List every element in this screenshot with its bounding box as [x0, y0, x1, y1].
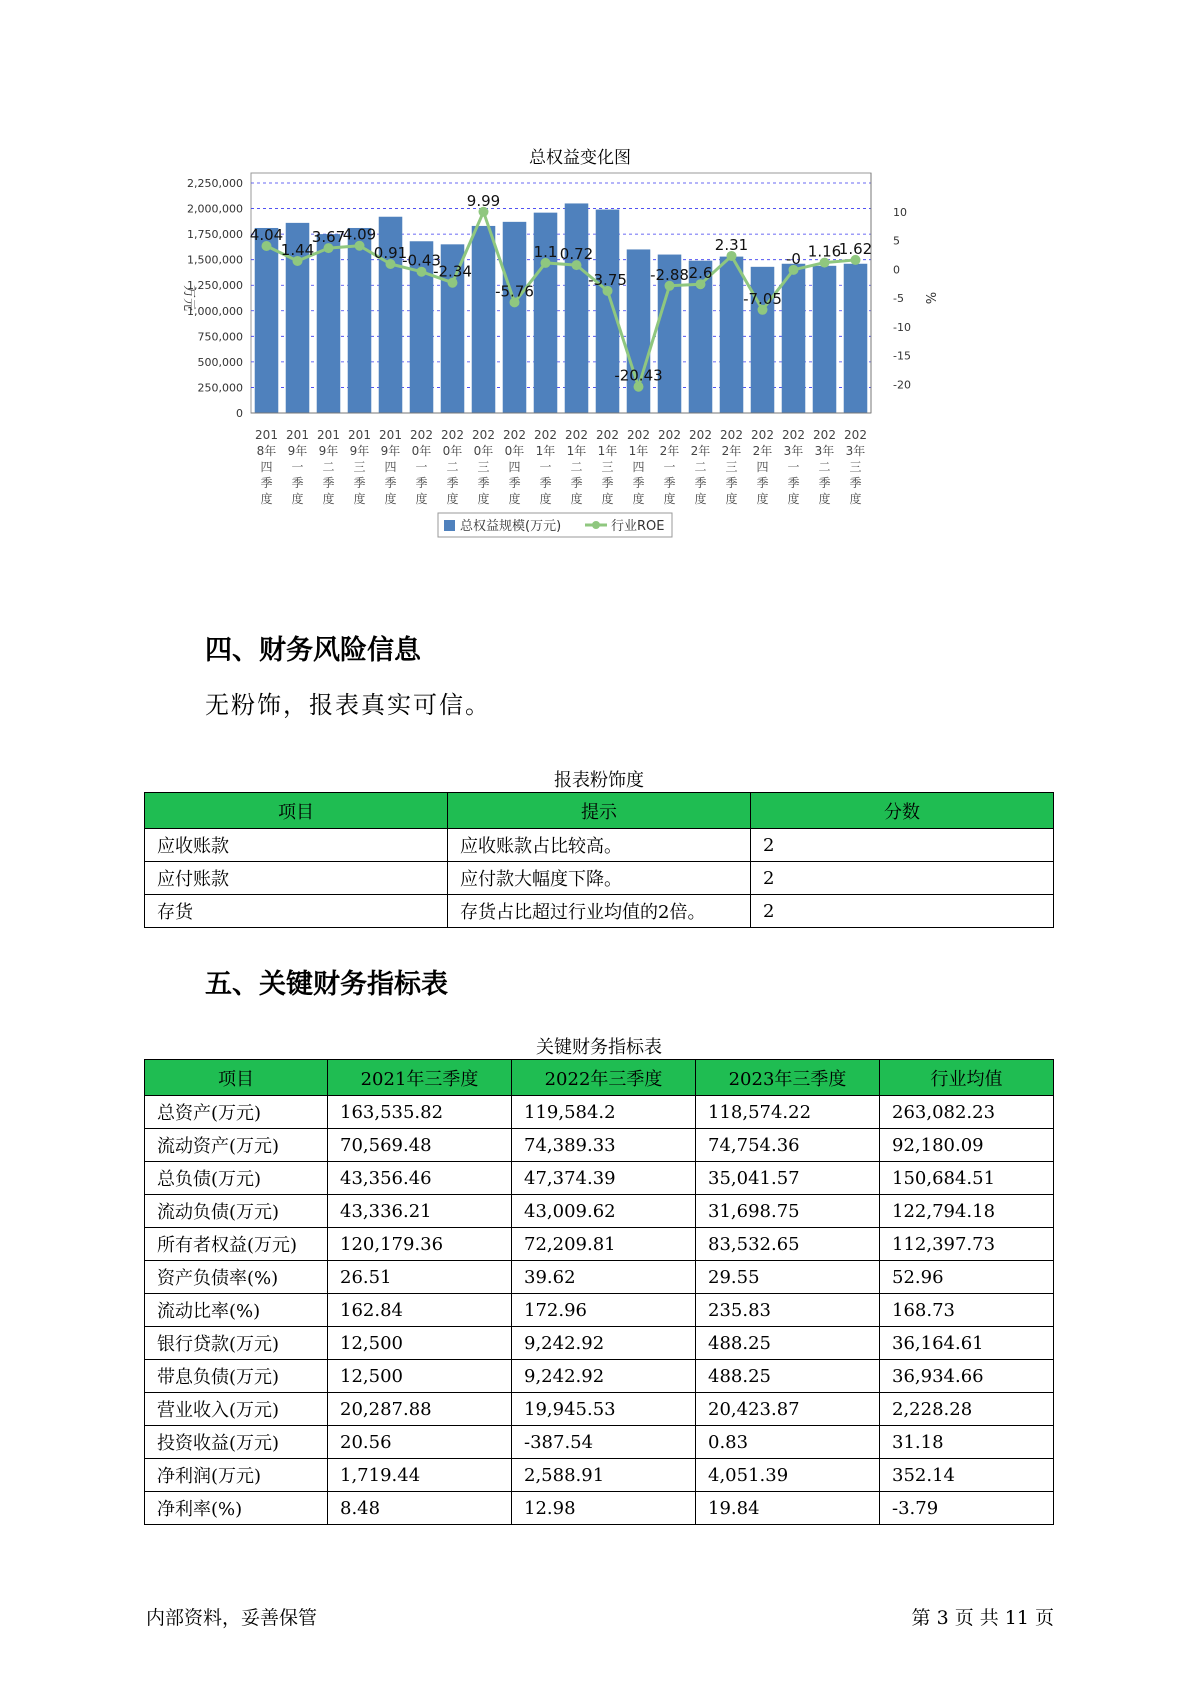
value-cell: 52.96: [880, 1261, 1054, 1294]
value-cell: 488.25: [696, 1327, 880, 1360]
x-tick-label: 三: [849, 460, 862, 474]
table-row: [145, 1327, 1054, 1360]
value-cell: 120,179.36: [328, 1228, 512, 1261]
x-tick-label: 季: [353, 476, 366, 490]
x-tick-label: 度: [756, 492, 769, 506]
y-left-tick-label: 1,500,000: [187, 253, 243, 267]
value-cell: 12,500: [328, 1327, 512, 1360]
roe-data-label: 4.09: [342, 225, 377, 244]
y-right-tick-label: 10: [893, 205, 907, 219]
x-tick-label: 三: [353, 460, 366, 474]
row-label-cell: 带息负债(万元): [145, 1360, 328, 1393]
x-tick-label: 201: [317, 428, 340, 442]
header-cell: 行业均值: [880, 1060, 1054, 1096]
value-cell: 35,041.57: [696, 1162, 880, 1195]
value-cell: 43,336.21: [328, 1195, 512, 1228]
header-cell: 项目: [145, 1060, 328, 1096]
x-tick-label: 201: [348, 428, 371, 442]
value-cell: 存货占比超过行业均值的2倍。: [448, 895, 751, 928]
x-tick-label: 202: [813, 428, 836, 442]
x-tick-label: 1年: [597, 444, 618, 458]
x-tick-label: 一: [787, 460, 800, 474]
row-label-cell: 营业收入(万元): [145, 1393, 328, 1426]
roe-data-label: 1.16: [807, 242, 842, 261]
bar: [813, 266, 837, 413]
value-cell: 1,719.44: [328, 1459, 512, 1492]
value-cell: 122,794.18: [880, 1195, 1054, 1228]
x-tick-label: 202: [658, 428, 681, 442]
table-row: [145, 862, 1054, 895]
value-cell: 118,574.22: [696, 1096, 880, 1129]
x-tick-label: 9年: [287, 444, 308, 458]
table-row: [145, 829, 1054, 862]
table-row: [145, 1228, 1054, 1261]
x-tick-label: 202: [627, 428, 650, 442]
x-tick-label: 9年: [349, 444, 370, 458]
value-cell: 29.55: [696, 1261, 880, 1294]
x-tick-label: 202: [534, 428, 557, 442]
x-tick-label: 季: [415, 476, 428, 490]
value-cell: 43,009.62: [512, 1195, 696, 1228]
roe-data-label: -0.43: [402, 251, 441, 270]
table-row: [145, 895, 1054, 928]
key-table-caption: 关键财务指标表: [536, 1037, 662, 1058]
value-cell: 150,684.51: [880, 1162, 1054, 1195]
x-tick-label: 季: [384, 476, 397, 490]
value-cell: 2,228.28: [880, 1393, 1054, 1426]
x-tick-label: 三: [725, 460, 738, 474]
x-tick-label: 201: [255, 428, 278, 442]
value-cell: 4,051.39: [696, 1459, 880, 1492]
value-cell: 36,164.61: [880, 1327, 1054, 1360]
value-cell: 20.56: [328, 1426, 512, 1459]
x-tick-label: 度: [818, 492, 831, 506]
table-row: [145, 1360, 1054, 1393]
x-tick-label: 一: [415, 460, 428, 474]
footer-page-number: 第 3 页 共 11 页: [911, 1607, 1054, 1629]
y-left-tick-label: 2,250,000: [187, 177, 243, 190]
x-tick-label: 2年: [752, 444, 773, 458]
x-tick-label: 0年: [411, 444, 432, 458]
table-row: [145, 1393, 1054, 1426]
x-tick-label: 202: [503, 428, 526, 442]
value-cell: -387.54: [512, 1426, 696, 1459]
x-tick-label: 度: [663, 492, 676, 506]
x-tick-label: 度: [694, 492, 707, 506]
bar: [503, 222, 527, 413]
x-tick-label: 1年: [628, 444, 649, 458]
x-tick-label: 度: [601, 492, 614, 506]
y-left-tick-label: 250,000: [197, 381, 243, 395]
x-tick-label: 一: [663, 460, 676, 474]
y-left-tick-label: 1,250,000: [187, 279, 243, 293]
row-label-cell: 应收账款: [145, 829, 448, 862]
x-tick-label: 度: [446, 492, 459, 506]
x-tick-label: 度: [477, 492, 490, 506]
x-tick-label: 度: [570, 492, 583, 506]
roe-data-label: -20.43: [614, 366, 663, 385]
row-label-cell: 投资收益(万元): [145, 1426, 328, 1459]
x-tick-label: 202: [689, 428, 712, 442]
row-label-cell: 银行贷款(万元): [145, 1327, 328, 1360]
legend-bar-swatch: [444, 520, 455, 531]
value-cell: 47,374.39: [512, 1162, 696, 1195]
legend-bar-label: 总权益规模(万元): [460, 519, 562, 534]
x-tick-label: 季: [260, 476, 273, 490]
table-row: [145, 1096, 1054, 1129]
roe-data-label: 1.1: [533, 242, 558, 261]
header-cell: 2023年三季度: [696, 1060, 880, 1096]
value-cell: 31,698.75: [696, 1195, 880, 1228]
y-left-tick-label: 2,000,000: [187, 202, 243, 216]
y-right-tick-label: -10: [893, 320, 911, 334]
roe-data-label: 0.91: [373, 244, 408, 263]
x-tick-label: 2年: [659, 444, 680, 458]
table-header-row: [145, 1060, 1054, 1096]
x-tick-label: 202: [782, 428, 805, 442]
table-row: [145, 1129, 1054, 1162]
y-left-tick-label: 1,750,000: [187, 228, 243, 242]
x-tick-label: 季: [787, 476, 800, 490]
value-cell: 83,532.65: [696, 1228, 880, 1261]
value-cell: 235.83: [696, 1294, 880, 1327]
value-cell: 112,397.73: [880, 1228, 1054, 1261]
roe-data-label: 1.44: [280, 240, 315, 259]
equity-chart-svg: [180, 135, 980, 595]
y-left-tick-label: 0: [236, 407, 243, 420]
x-tick-label: 3年: [814, 444, 835, 458]
risk-table: [144, 792, 1054, 928]
roe-data-label: 3.67: [311, 228, 346, 247]
bar: [472, 226, 496, 413]
roe-data-label: 4.04: [249, 226, 284, 245]
table-row: [145, 1492, 1054, 1525]
value-cell: 70,569.48: [328, 1129, 512, 1162]
row-label-cell: 流动负债(万元): [145, 1195, 328, 1228]
value-cell: 19,945.53: [512, 1393, 696, 1426]
x-tick-label: 8年: [256, 444, 277, 458]
value-cell: 168.73: [880, 1294, 1054, 1327]
y-right-tick-label: 5: [893, 234, 900, 248]
value-cell: 20,423.87: [696, 1393, 880, 1426]
x-tick-label: 202: [720, 428, 743, 442]
x-tick-label: 度: [849, 492, 862, 506]
x-tick-label: 202: [472, 428, 495, 442]
y-left-tick-label: 1,000,000: [187, 304, 243, 318]
y-right-tick-label: -15: [893, 349, 911, 363]
value-cell: 43,356.46: [328, 1162, 512, 1195]
x-tick-label: 季: [756, 476, 769, 490]
value-cell: 20,287.88: [328, 1393, 512, 1426]
x-tick-label: 201: [286, 428, 309, 442]
roe-data-label: -3.75: [588, 270, 627, 289]
bar: [751, 267, 775, 413]
y-right-axis-label: %: [922, 291, 937, 305]
x-tick-label: 1年: [566, 444, 587, 458]
x-tick-label: 二: [818, 460, 831, 474]
x-tick-label: 度: [632, 492, 645, 506]
legend-line-label: 行业ROE: [611, 519, 665, 534]
x-tick-label: 四: [260, 460, 273, 474]
value-cell: 2: [751, 862, 1054, 895]
row-label-cell: 净利率(%): [145, 1492, 328, 1525]
x-tick-label: 201: [379, 428, 402, 442]
value-cell: 352.14: [880, 1459, 1054, 1492]
y-right-tick-label: -20: [893, 378, 911, 392]
value-cell: 74,389.33: [512, 1129, 696, 1162]
x-tick-label: 季: [725, 476, 738, 490]
chart-title: 总权益变化图: [529, 148, 631, 168]
x-tick-label: 季: [539, 476, 552, 490]
table-header-row: [145, 793, 1054, 829]
bar: [565, 203, 589, 413]
header-cell: 2021年三季度: [328, 1060, 512, 1096]
x-tick-label: 季: [601, 476, 614, 490]
bar: [844, 264, 868, 413]
x-tick-label: 度: [322, 492, 335, 506]
x-tick-label: 202: [751, 428, 774, 442]
roe-data-label: -5.76: [495, 282, 534, 301]
value-cell: 92,180.09: [880, 1129, 1054, 1162]
x-tick-label: 度: [539, 492, 552, 506]
header-cell: 2022年三季度: [512, 1060, 696, 1096]
x-tick-label: 三: [477, 460, 490, 474]
roe-data-label: 2.6: [688, 264, 713, 283]
table-row: [145, 1261, 1054, 1294]
value-cell: 163,535.82: [328, 1096, 512, 1129]
section5-heading: 五、关键财务指标表: [205, 969, 448, 1000]
x-tick-label: 9年: [318, 444, 339, 458]
value-cell: 31.18: [880, 1426, 1054, 1459]
x-tick-label: 季: [291, 476, 304, 490]
header-cell: 分数: [751, 793, 1054, 829]
x-tick-label: 3年: [845, 444, 866, 458]
x-tick-label: 季: [322, 476, 335, 490]
bar: [317, 234, 341, 413]
roe-data-label: -7.05: [743, 289, 782, 308]
x-tick-label: 季: [508, 476, 521, 490]
y-left-tick-label: 500,000: [197, 355, 243, 369]
value-cell: 72,209.81: [512, 1228, 696, 1261]
x-tick-label: 度: [725, 492, 738, 506]
value-cell: 8.48: [328, 1492, 512, 1525]
roe-data-label: 9.99: [466, 191, 501, 210]
header-cell: 提示: [448, 793, 751, 829]
value-cell: 0.83: [696, 1426, 880, 1459]
risk-summary-text: 无粉饰，报表真实可信。: [205, 691, 491, 719]
row-label-cell: 存货: [145, 895, 448, 928]
x-tick-label: 度: [384, 492, 397, 506]
roe-data-label: -0: [786, 249, 801, 268]
roe-data-label: 0.72: [559, 245, 594, 264]
roe-data-label: 2.31: [714, 235, 749, 254]
value-cell: 39.62: [512, 1261, 696, 1294]
x-tick-label: 四: [632, 460, 645, 474]
row-label-cell: 流动比率(%): [145, 1294, 328, 1327]
table-row: [145, 1459, 1054, 1492]
roe-data-label: -2.34: [433, 262, 472, 281]
x-tick-label: 季: [632, 476, 645, 490]
x-tick-label: 季: [849, 476, 862, 490]
value-cell: 488.25: [696, 1360, 880, 1393]
x-tick-label: 0年: [473, 444, 494, 458]
x-tick-label: 二: [322, 460, 335, 474]
value-cell: 应付款大幅度下降。: [448, 862, 751, 895]
x-tick-label: 1年: [535, 444, 556, 458]
row-label-cell: 流动资产(万元): [145, 1129, 328, 1162]
value-cell: 172.96: [512, 1294, 696, 1327]
section4-heading: 四、财务风险信息: [205, 635, 421, 666]
table-row: [145, 1294, 1054, 1327]
row-label-cell: 所有者权益(万元): [145, 1228, 328, 1261]
roe-data-label: 1.62: [838, 239, 873, 258]
row-label-cell: 净利润(万元): [145, 1459, 328, 1492]
bar: [782, 264, 806, 413]
x-tick-label: 季: [570, 476, 583, 490]
x-tick-label: 季: [477, 476, 490, 490]
x-tick-label: 度: [291, 492, 304, 506]
value-cell: 12,500: [328, 1360, 512, 1393]
x-tick-label: 四: [384, 460, 397, 474]
x-tick-label: 季: [446, 476, 459, 490]
x-tick-label: 四: [756, 460, 769, 474]
bar: [348, 228, 372, 413]
x-tick-label: 202: [596, 428, 619, 442]
y-left-axis-label: 万元: [181, 284, 196, 312]
x-tick-label: 季: [663, 476, 676, 490]
row-label-cell: 资产负债率(%): [145, 1261, 328, 1294]
x-tick-label: 四: [508, 460, 521, 474]
key-financial-table: [144, 1059, 1054, 1525]
value-cell: 2: [751, 829, 1054, 862]
x-tick-label: 0年: [504, 444, 525, 458]
value-cell: 36,934.66: [880, 1360, 1054, 1393]
x-tick-label: 2年: [690, 444, 711, 458]
table-row: [145, 1195, 1054, 1228]
y-right-tick-label: 0: [893, 263, 900, 277]
x-tick-label: 二: [446, 460, 459, 474]
bar: [720, 257, 744, 413]
value-cell: 9,242.92: [512, 1360, 696, 1393]
value-cell: -3.79: [880, 1492, 1054, 1525]
x-tick-label: 二: [570, 460, 583, 474]
legend-line-marker: [592, 521, 600, 529]
footer-confidential: 内部资料，妥善保管: [146, 1607, 318, 1629]
value-cell: 263,082.23: [880, 1096, 1054, 1129]
row-label-cell: 应付账款: [145, 862, 448, 895]
value-cell: 应收账款占比较高。: [448, 829, 751, 862]
x-tick-label: 9年: [380, 444, 401, 458]
x-tick-label: 度: [353, 492, 366, 506]
value-cell: 74,754.36: [696, 1129, 880, 1162]
x-tick-label: 0年: [442, 444, 463, 458]
x-tick-label: 202: [441, 428, 464, 442]
value-cell: 119,584.2: [512, 1096, 696, 1129]
bar: [255, 228, 279, 413]
x-tick-label: 度: [508, 492, 521, 506]
value-cell: 2,588.91: [512, 1459, 696, 1492]
x-tick-label: 三: [601, 460, 614, 474]
x-tick-label: 季: [818, 476, 831, 490]
x-tick-label: 202: [410, 428, 433, 442]
x-tick-label: 度: [260, 492, 273, 506]
value-cell: 26.51: [328, 1261, 512, 1294]
y-right-tick-label: -5: [893, 292, 904, 305]
roe-data-label: -2.88: [650, 265, 689, 284]
equity-chart: [180, 135, 980, 595]
table-row: [145, 1426, 1054, 1459]
x-tick-label: 一: [539, 460, 552, 474]
row-label-cell: 总资产(万元): [145, 1096, 328, 1129]
x-tick-label: 二: [694, 460, 707, 474]
x-tick-label: 3年: [783, 444, 804, 458]
y-left-tick-label: 750,000: [197, 330, 243, 344]
header-cell: 项目: [145, 793, 448, 829]
value-cell: 162.84: [328, 1294, 512, 1327]
value-cell: 12.98: [512, 1492, 696, 1525]
risk-table-caption: 报表粉饰度: [554, 770, 644, 791]
x-tick-label: 202: [565, 428, 588, 442]
value-cell: 9,242.92: [512, 1327, 696, 1360]
x-tick-label: 2年: [721, 444, 742, 458]
value-cell: 2: [751, 895, 1054, 928]
x-tick-label: 202: [844, 428, 867, 442]
x-tick-label: 一: [291, 460, 304, 474]
x-tick-label: 季: [694, 476, 707, 490]
value-cell: 19.84: [696, 1492, 880, 1525]
row-label-cell: 总负债(万元): [145, 1162, 328, 1195]
x-tick-label: 度: [787, 492, 800, 506]
table-row: [145, 1162, 1054, 1195]
x-tick-label: 度: [415, 492, 428, 506]
